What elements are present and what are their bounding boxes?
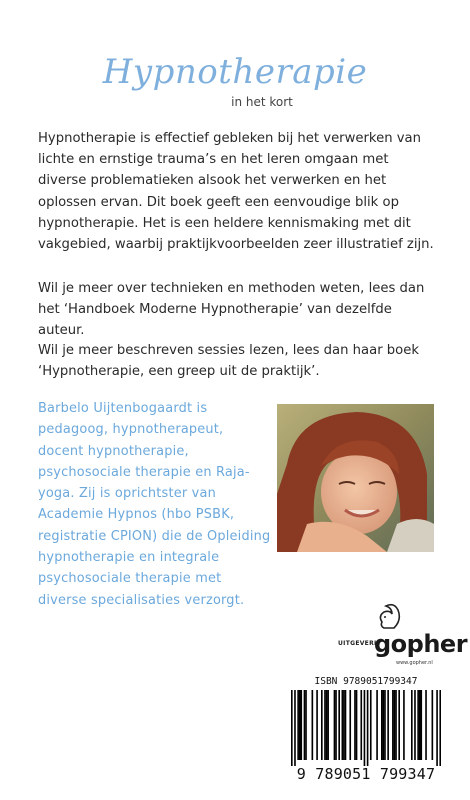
book-subtitle: in het kort [231,95,293,109]
isbn-label: ISBN 9789051799347 [314,676,418,687]
barcode-bar [384,690,386,760]
blurb-paragraph-3: Wil je meer beschreven sessies lezen, lees dan haar boek ‘Hypnotherapie, een greep uit de praktijk’. [38,343,420,380]
barcode-bar [321,690,323,760]
blurb-paragraph-2: Wil je meer over technieken en methoden weten, lees dan het ‘Handboek Moderne Hypnotherapie’ van dezelfde auteur. [38,281,425,339]
barcode-bar [417,690,419,760]
barcode-bar [383,690,385,760]
barcode-bar [299,690,301,760]
barcode-bar [327,690,329,760]
barcode-bar [324,690,326,760]
barcode-bar [370,690,372,760]
barcode-bar [345,690,347,760]
barcode-bar [356,690,358,760]
publisher-logo [330,600,468,670]
barcode-bar [326,690,328,760]
barcode-bar [360,690,362,760]
barcode-bar [300,690,302,760]
publisher-prefix: UITGEVERIJ [338,640,380,647]
barcode-bar [297,690,299,760]
barcode [291,690,441,766]
barcode-bar [420,690,422,760]
barcode-digits: 9 789051 799347 [296,765,436,783]
publisher-name: gopher [374,630,468,658]
barcode-bar [338,690,340,760]
barcode-bar [395,690,397,760]
barcode-bar [364,690,366,766]
barcode-bar [403,690,405,760]
publisher-url: www.gopher.nl [396,660,433,666]
barcode-bar [414,690,416,760]
squirrel-icon [372,600,404,632]
barcode-bar [436,690,438,766]
barcode-bar [343,690,345,760]
author-bio: Barbelo Uijtenbogaardt is pedagoog, hypnotherapeut, docent hypnotherapie, psychosociale therapie en Raja-yoga. Zij is oprichtster van Academie Hypnos (hbo PSBK, registratie CPION) die de Opleiding hypnotherapie en integrale psychosociale therapie met diverse specialisaties verzorgt. [38,401,271,608]
book-title: Hypnotherapie [102,52,368,92]
barcode-bar [394,690,396,760]
barcode-bar [294,690,296,766]
barcode-bar [342,690,344,760]
barcode-panel [285,672,447,788]
barcode-bar [349,690,351,760]
barcode-bar [312,690,314,760]
barcode-bar [411,690,413,760]
barcode-bar [419,690,421,760]
barcode-bar [398,690,400,760]
barcode-bar [316,690,318,760]
barcode-bar [432,690,434,760]
barcode-bar [335,690,337,760]
barcode-bar [387,690,389,760]
barcode-bar [367,690,369,766]
barcode-bar [305,690,307,760]
author-photo [277,404,434,552]
barcode-bar [439,690,441,766]
blurb-paragraph-1: Hypnotherapie is effectief gebleken bij het verwerken van lichte en ernstige trauma’s en het leren omgaan met diverse problematieken alsook het verwerken en het oplossen ervan. Dit boek geeft een eenvoudige blik op hypnotherapie. Het is een heldere kennismaking met dit vakgebied, waarbij praktijkvoorbeelden zeer illustratief zijn. [38,131,434,253]
barcode-bar [425,690,427,760]
barcode-bar [304,690,306,760]
barcode-bar [291,690,293,766]
barcode-bar [354,690,356,760]
barcode-bar [376,690,378,760]
barcode-bar [381,690,383,760]
barcode-bar [392,690,394,760]
barcode-bar [334,690,336,760]
